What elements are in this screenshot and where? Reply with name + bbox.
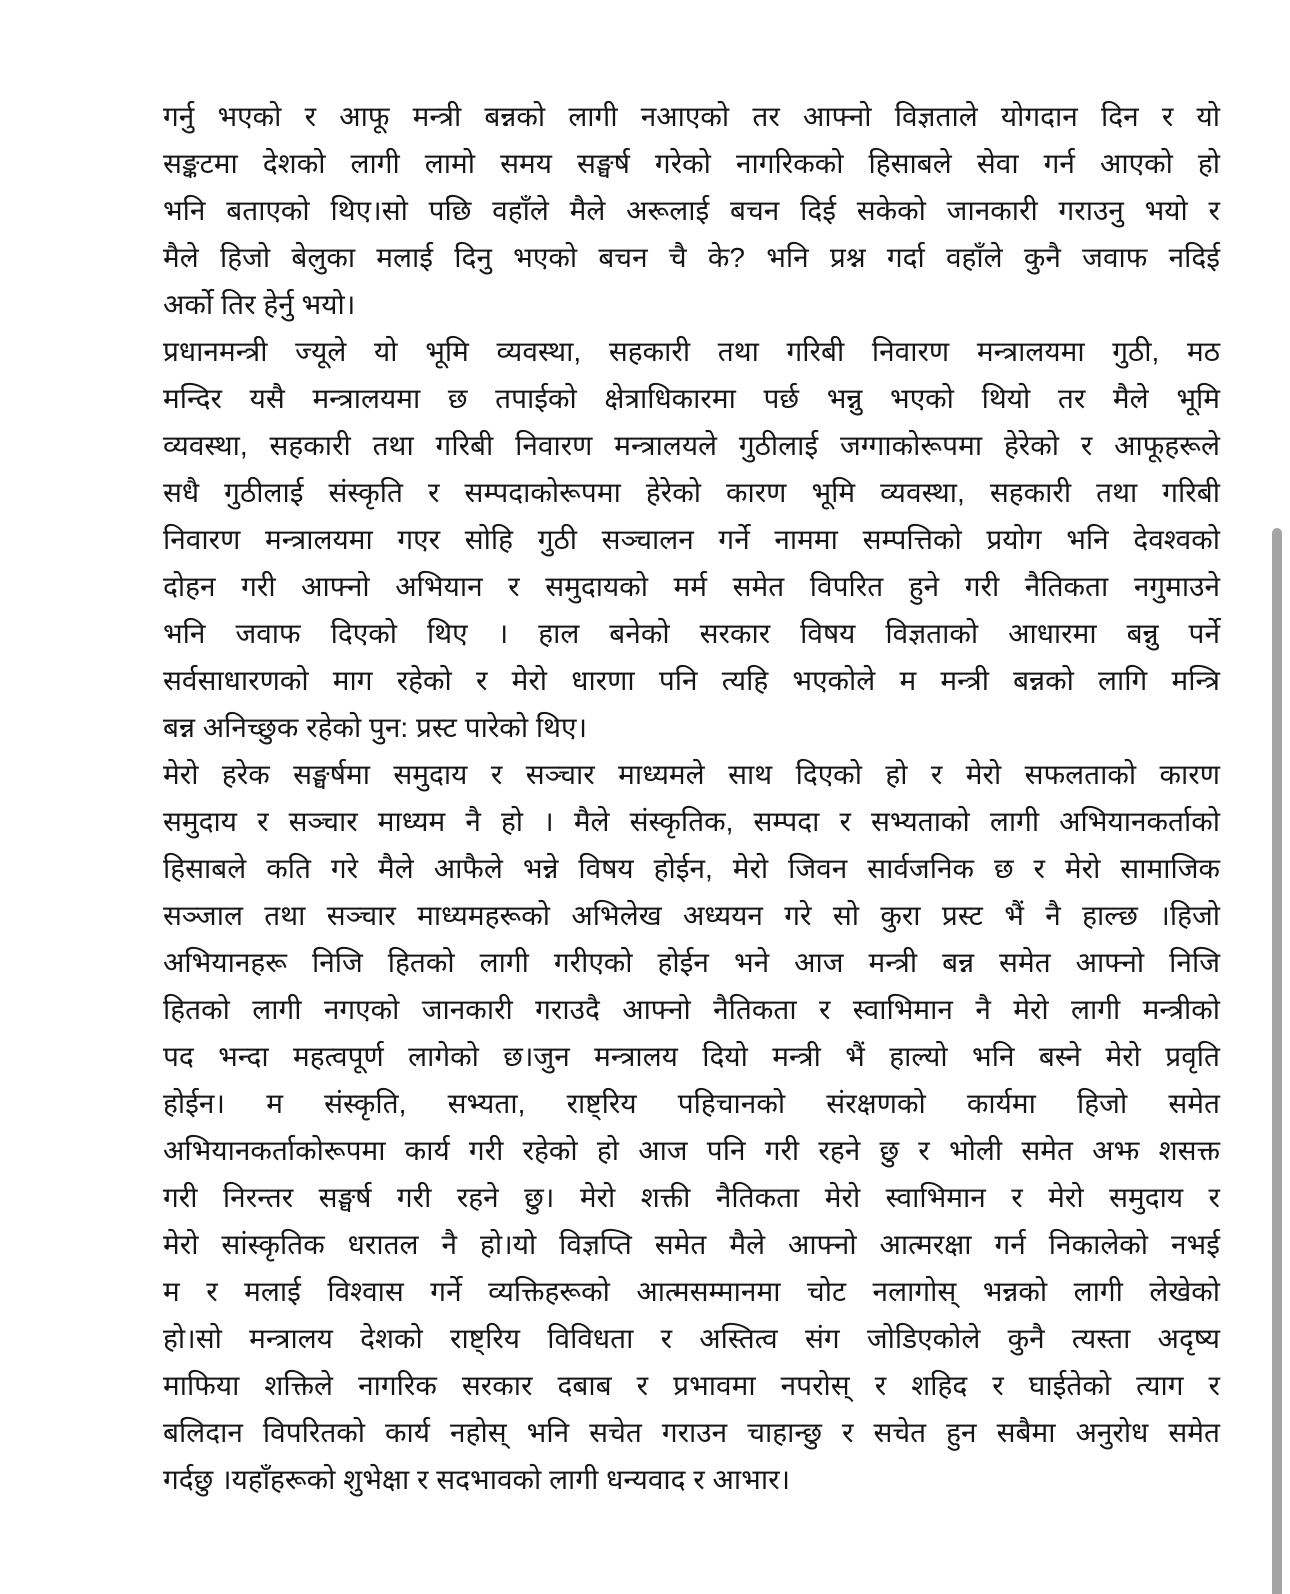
text-line: समुदाय र सञ्चार माध्यम नै हो । मैले संस्कृतिक, सम्पदा र सभ्यताको लागी अभियानकर्ताको: [163, 806, 1220, 837]
text-line: प्रधानमन्त्री ज्यूले यो भूमि व्यवस्था, सहकारी तथा गरिबी निवारण मन्त्रालयमा गुठी, मठ: [163, 336, 1220, 367]
paragraph: [163, 751, 1220, 1503]
text-line: अभियानकर्ताकोरूपमा कार्य गरी रहेको हो आज पनि गरी रहने छु र भोली समेत अझ शसक्त: [163, 1135, 1220, 1166]
text-line: अर्को तिर हेर्नु भयो।: [163, 289, 356, 320]
text-line: म र मलाई विश्वास गर्ने व्यक्तिहरूको आत्मसम्मानमा चोट नलागोस् भन्नको लागी लेखेको: [163, 1276, 1220, 1307]
text-line: सङ्कटमा देशको लागी लामो समय सङ्घर्ष गरेको नागरिकको हिसाबले सेवा गर्न आएको हो: [163, 148, 1220, 179]
text-line: गरी निरन्तर सङ्घर्ष गरी रहने छु। मेरो शक्ती नैतिकता मेरो स्वाभिमान र मेरो समुदाय र: [163, 1182, 1220, 1213]
text-line: बलिदान विपरितको कार्य नहोस् भनि सचेत गराउन चाहान्छु र सचेत हुन सबैमा अनुरोध समेत: [163, 1417, 1220, 1448]
document-body: [163, 93, 1220, 1503]
text-line: गर्दछु ।यहाँहरूको शुभेक्षा र सदभावको लागी धन्यवाद र आभार।: [163, 1464, 791, 1495]
text-line: मैले हिजो बेलुका मलाई दिनु भएको बचन चै के? भनि प्रश्न गर्दा वहाँले कुनै जवाफ नदिई: [163, 242, 1220, 273]
text-line: मेरो हरेक सङ्घर्षमा समुदाय र सञ्चार माध्यमले साथ दिएको हो र मेरो सफलताको कारण: [163, 759, 1220, 790]
text-line: सर्वसाधारणको माग रहेको र मेरो धारणा पनि त्यहि भएकोले म मन्त्री बन्नको लागि मन्त्रि: [163, 665, 1220, 696]
paragraph: [163, 93, 1220, 328]
text-line: भनि जवाफ दिएको थिए । हाल बनेको सरकार विषय विज्ञताको आधारमा बन्नु पर्ने: [163, 618, 1220, 649]
text-line: निवारण मन्त्रालयमा गएर सोहि गुठी सञ्चालन गर्ने नाममा सम्पत्तिको प्रयोग भनि देवश्वको: [163, 524, 1220, 555]
paragraph: [163, 328, 1220, 751]
text-line: सञ्जाल तथा सञ्चार माध्यमहरूको अभिलेख अध्ययन गरे सो कुरा प्रस्ट भैं नै हाल्छ ।हिजो: [163, 900, 1220, 931]
text-line: हितको लागी नगएको जानकारी गराउदै आफ्नो नैतिकता र स्वाभिमान नै मेरो लागी मन्त्रीको: [163, 994, 1220, 1025]
text-line: हिसाबले कति गरे मैले आफैले भन्ने विषय होईन, मेरो जिवन सार्वजनिक छ र मेरो सामाजिक: [163, 853, 1220, 884]
text-line: अभियानहरू निजि हितको लागी गरीएको होईन भने आज मन्त्री बन्न समेत आफ्नो निजि: [163, 947, 1220, 978]
scrollbar-thumb[interactable]: [1272, 528, 1282, 1594]
text-line: भनि बताएको थिए।सो पछि वहाँले मैले अरूलाई बचन दिई सकेको जानकारी गराउनु भयो र: [163, 195, 1220, 226]
text-line: सधै गुठीलाई संस्कृति र सम्पदाकोरूपमा हेरेको कारण भूमि व्यवस्था, सहकारी तथा गरिबी: [163, 477, 1220, 508]
text-line: गर्नु भएको र आफू मन्त्री बन्नको लागी नआएको तर आफ्नो विज्ञताले योगदान दिन र यो: [163, 101, 1220, 132]
text-line: बन्न अनिच्छुक रहेको पुन: प्रस्ट पारेको थिए।: [163, 712, 588, 743]
text-line: होईन। म संस्कृति, सभ्यता, राष्ट्रिय पहिचानको संरक्षणको कार्यमा हिजो समेत: [163, 1088, 1220, 1119]
text-line: मेरो सांस्कृतिक धरातल नै हो।यो विज्ञप्ति समेत मैले आफ्नो आत्मरक्षा गर्न निकालेको नभई: [163, 1229, 1220, 1260]
text-line: व्यवस्था, सहकारी तथा गरिबी निवारण मन्त्रालयले गुठीलाई जग्गाकोरूपमा हेरेको र आफूहरूले: [163, 430, 1220, 461]
text-line: पद भन्दा महत्वपूर्ण लागेको छ।जुन मन्त्रालय दियो मन्त्री भैं हाल्यो भनि बस्ने मेरो प्रवृति: [163, 1041, 1220, 1072]
text-line: माफिया शक्तिले नागरिक सरकार दबाब र प्रभावमा नपरोस् र शहिद र घाईतेको त्याग र: [163, 1370, 1220, 1401]
text-line: हो।सो मन्त्रालय देशको राष्ट्रिय विविधता र अस्तित्व संग जोडिएकोले कुनै त्यस्ता अदृष्य: [163, 1323, 1220, 1354]
text-line: मन्दिर यसै मन्त्रालयमा छ तपाईको क्षेत्राधिकारमा पर्छ भन्नु भएको थियो तर मैले भूमि: [163, 383, 1220, 414]
text-line: दोहन गरी आफ्नो अभियान र समुदायको मर्म समेत विपरित हुने गरी नैतिकता नगुमाउने: [163, 571, 1220, 602]
